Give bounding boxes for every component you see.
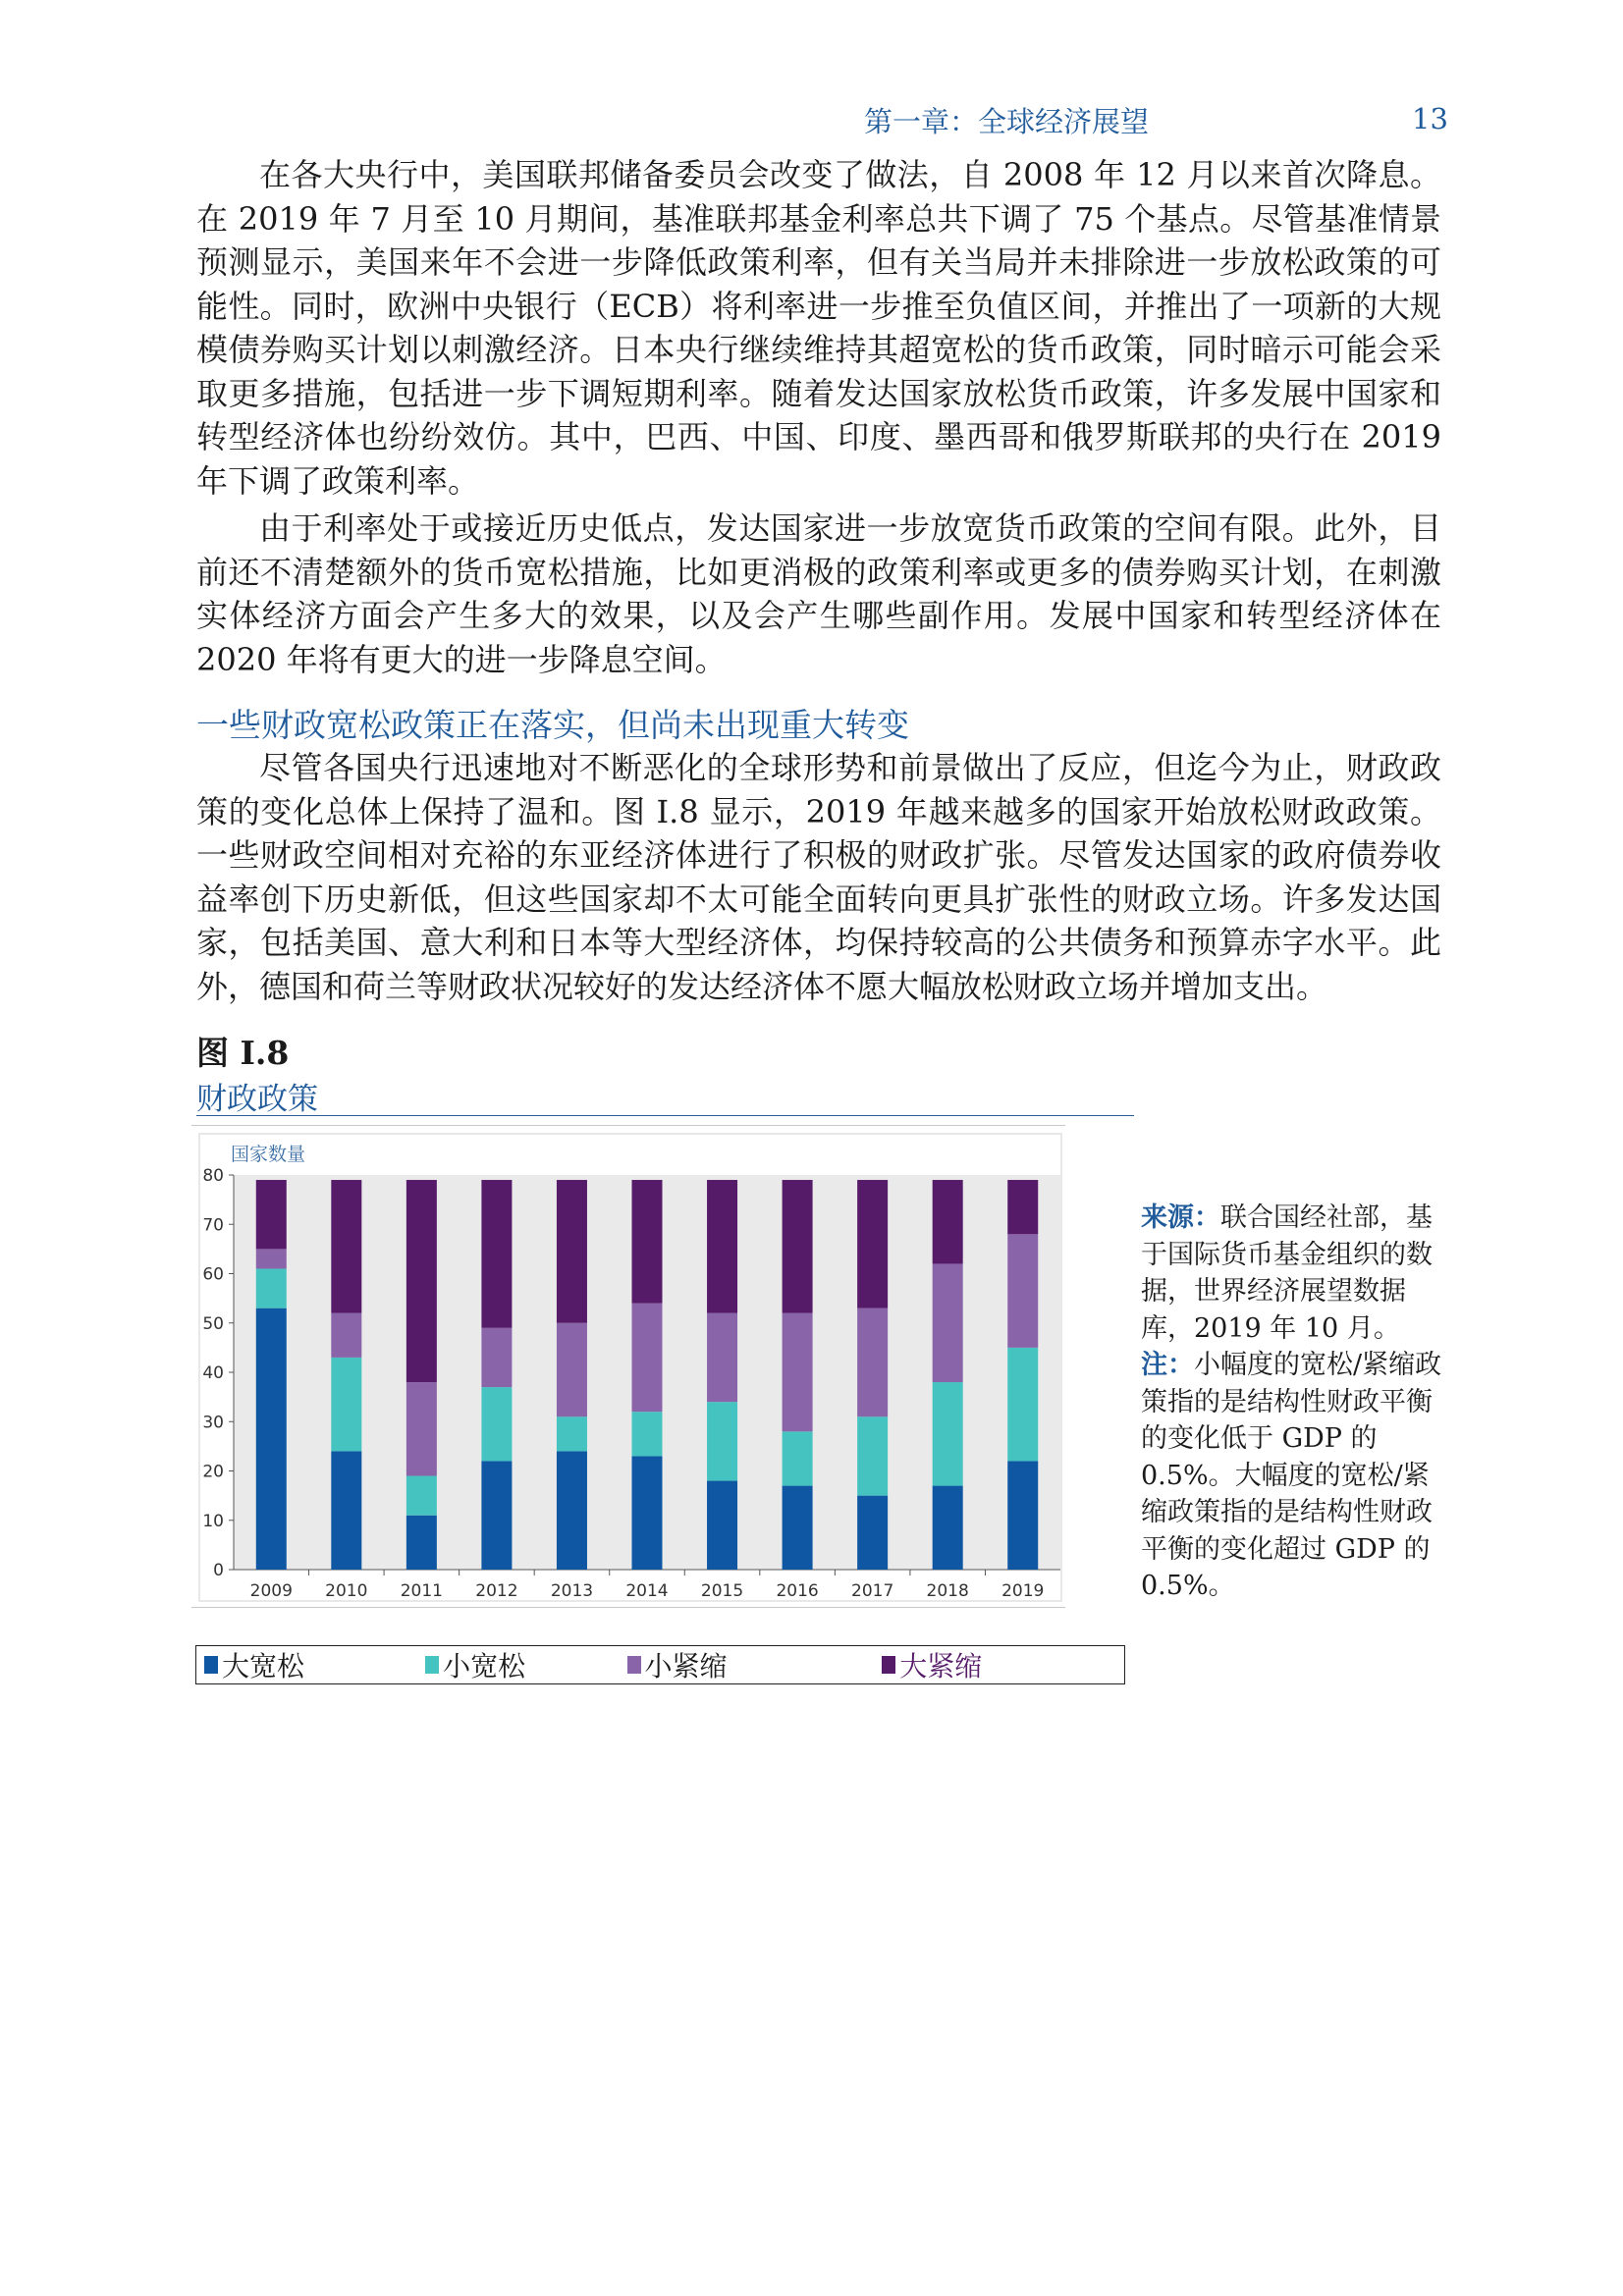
bar-segment	[783, 1180, 813, 1313]
y-tick-label: 30	[202, 1413, 224, 1433]
bar-segment	[632, 1304, 663, 1413]
bar-segment	[783, 1431, 813, 1485]
bar-segment	[256, 1308, 287, 1570]
bar-segment	[557, 1416, 587, 1451]
legend-label: 小宽松	[443, 1650, 526, 1682]
legend-swatch	[882, 1656, 895, 1674]
bar-segment	[557, 1323, 587, 1416]
x-tick-label: 2012	[475, 1581, 518, 1601]
bar-segment	[933, 1263, 963, 1382]
x-tick-label: 2010	[325, 1581, 368, 1601]
legend-swatch	[627, 1656, 641, 1674]
bar-segment	[632, 1412, 663, 1456]
bar-segment	[857, 1308, 888, 1417]
bar-segment	[933, 1180, 963, 1263]
x-tick-label: 2014	[625, 1581, 669, 1601]
bar-segment	[632, 1456, 663, 1570]
bar-segment	[1007, 1180, 1038, 1234]
page-number: 13	[1412, 102, 1448, 135]
y-tick-label: 70	[202, 1215, 224, 1236]
bar-segment	[406, 1476, 437, 1516]
y-tick-label: 40	[202, 1363, 224, 1383]
bar-segment	[256, 1268, 287, 1308]
bar-segment	[933, 1382, 963, 1486]
y-tick-label: 0	[213, 1561, 224, 1580]
bar-segment	[857, 1180, 888, 1308]
legend-label: 大紧缩	[899, 1650, 983, 1682]
x-tick-label: 2013	[550, 1581, 594, 1601]
legend-item	[620, 1645, 875, 1684]
bar-segment	[331, 1358, 361, 1451]
bar-segment	[1007, 1461, 1038, 1570]
bar-segment	[783, 1486, 813, 1570]
bar-segment	[783, 1313, 813, 1432]
source-text: 联合国经社部，基于国际货币基金组织的数据，世界经济展望数据库，2019 年 10 月。	[1141, 1202, 1433, 1344]
legend-item	[417, 1645, 619, 1684]
bar-segment	[557, 1451, 587, 1570]
x-tick-label: 2019	[1001, 1581, 1045, 1601]
x-tick-label: 2015	[700, 1581, 744, 1601]
figure-rule	[196, 1115, 1134, 1116]
running-header: 第一章：全球经济展望	[864, 105, 1150, 138]
bar-segment	[707, 1481, 737, 1570]
x-tick-label: 2011	[400, 1581, 443, 1601]
x-tick-label: 2017	[851, 1581, 894, 1601]
chart-legend	[195, 1645, 1125, 1684]
y-tick-label: 50	[202, 1313, 224, 1334]
source-label: 来源：	[1141, 1202, 1220, 1233]
bar-segment	[707, 1180, 737, 1313]
bar-segment	[406, 1516, 437, 1570]
paragraph-2: 由于利率处于或接近历史低点，发达国家进一步放宽货币政策的空间有限。此外，目前还不清楚额外的货币宽松措施，比如更消极的政策利率或更多的债券购买计划，在刺激实体经济方面会产生多大的效果，以及会产生哪些副作用。发展中国家和转型经济体在 2020 年将有更大的进一步降息空间。	[196, 509, 1441, 678]
legend-label: 大宽松	[222, 1650, 305, 1682]
bar-segment	[331, 1180, 361, 1313]
bar-segment	[632, 1180, 663, 1304]
y-tick-label: 80	[202, 1166, 224, 1186]
legend-swatch	[204, 1656, 218, 1674]
bar-segment	[1007, 1348, 1038, 1462]
bar-segment	[857, 1416, 888, 1495]
bar-segment	[256, 1180, 287, 1249]
legend-swatch	[425, 1656, 439, 1674]
bar-segment	[406, 1180, 437, 1382]
bar-segment	[933, 1486, 963, 1570]
x-tick-label: 2009	[249, 1581, 293, 1601]
note-text: 小幅度的宽松/紧缩政策指的是结构性财政平衡的变化低于 GDP 的 0.5%。大幅度的宽松/紧缩政策指的是结构性财政平衡的变化超过 GDP 的 0.5%。	[1141, 1350, 1442, 1601]
y-tick-label: 20	[202, 1462, 224, 1482]
paragraph-3: 尽管各国央行迅速地对不断恶化的全球形势和前景做出了反应，但迄今为止，财政政策的变化总体上保持了温和。图 I.8 显示，2019 年越来越多的国家开始放松财政政策。一些财政空间相对充裕的东亚经济体进行了积极的财政扩张。尽管发达国家的政府债券收益率创下历史新低，但这些国家却不太可能全面转向更具扩张性的财政立场。许多发达国家，包括美国、意大利和日本等大型经济体，均保持较高的公共债务和预算赤字水平。此外，德国和荷兰等财政状况较好的发达经济体不愿大幅放松财政立场并增加支出。	[196, 749, 1441, 1005]
y-tick-label: 60	[202, 1264, 224, 1285]
bar-segment	[1007, 1234, 1038, 1348]
bar-segment	[256, 1249, 287, 1268]
x-tick-label: 2016	[776, 1581, 819, 1601]
legend-label: 小紧缩	[644, 1650, 728, 1682]
bar-segment	[481, 1461, 512, 1570]
bar-segment	[406, 1382, 437, 1475]
bar-segment	[331, 1451, 361, 1570]
stacked-bar-chart	[191, 1126, 1065, 1607]
figure-number: 图 I.8	[196, 1034, 290, 1072]
legend-item	[874, 1645, 1124, 1684]
y-tick-label: 10	[202, 1511, 224, 1531]
bar-segment	[857, 1496, 888, 1570]
paragraph-1: 在各大央行中，美国联邦储备委员会改变了做法，自 2008 年 12 月以来首次降息。在 2019 年 7 月至 10 月期间，基准联邦基金利率总共下调了 75 个基点。尽管基准情景预测显示，美国来年不会进一步降低政策利率，但有关当局并未排除进一步放松政策的可能性。同时，欧洲中央银行（ECB）将利率进一步推至负值区间，并推出了一项新的大规模债券购买计划以刺激经济。日本央行继续维持其超宽松的货币政策，同时暗示可能会采取更多措施，包括进一步下调短期利率。随着发达国家放松货币政策，许多发展中国家和转型经济体也纷纷效仿。其中，巴西、中国、印度、墨西哥和俄罗斯联邦的央行在 2019 年下调了政策利率。	[196, 156, 1441, 500]
bar-segment	[707, 1402, 737, 1480]
bar-segment	[481, 1180, 512, 1328]
bar-segment	[481, 1387, 512, 1461]
figure-title: 财政政策	[196, 1082, 318, 1117]
bar-segment	[707, 1313, 737, 1402]
section-heading: 一些财政宽松政策正在落实，但尚未出现重大转变	[196, 706, 909, 744]
legend-item	[196, 1645, 417, 1684]
figure-side-note	[1141, 1200, 1445, 1605]
chart-panel	[191, 1125, 1065, 1608]
bar-segment	[481, 1328, 512, 1387]
bar-segment	[331, 1313, 361, 1358]
y-axis-title: 国家数量	[231, 1144, 306, 1165]
bar-segment	[557, 1180, 587, 1323]
note-label: 注：	[1141, 1350, 1194, 1380]
x-tick-label: 2018	[926, 1581, 969, 1601]
